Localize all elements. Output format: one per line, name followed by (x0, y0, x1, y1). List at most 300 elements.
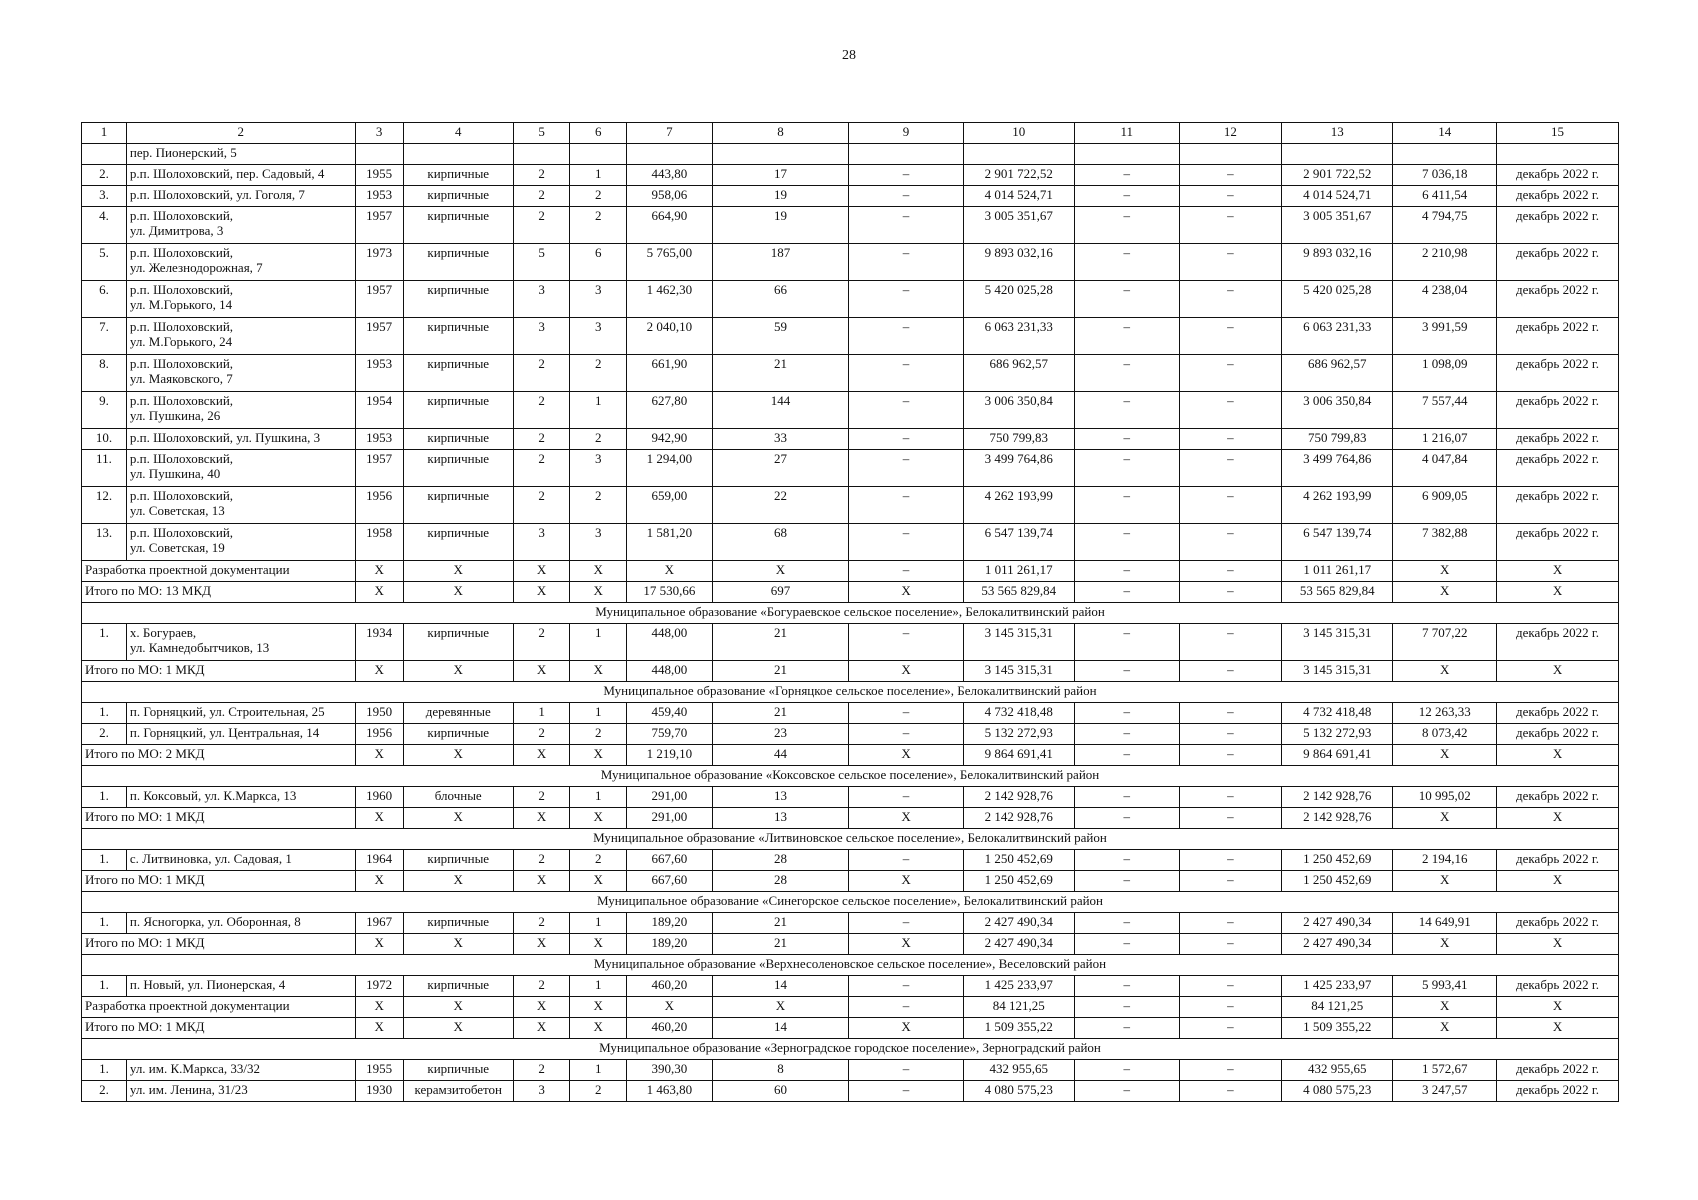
table-cell: 4 794,75 (1393, 207, 1497, 244)
summary-cell: 1 250 452,69 (963, 871, 1074, 892)
table-cell: 4 080 575,23 (963, 1081, 1074, 1102)
summary-cell: – (1074, 808, 1179, 829)
table-cell (1497, 144, 1619, 165)
table-cell: 2 210,98 (1393, 244, 1497, 281)
row-number-cell: 8. (82, 355, 127, 392)
table-cell: 2 (513, 186, 570, 207)
table-cell: декабрь 2022 г. (1497, 524, 1619, 561)
table-cell: 6 063 231,33 (963, 318, 1074, 355)
table-cell: 1955 (355, 165, 403, 186)
table-cell: 1953 (355, 429, 403, 450)
summary-cell: 53 565 829,84 (1282, 582, 1393, 603)
table-cell: 3 005 351,67 (1282, 207, 1393, 244)
summary-cell: X (627, 561, 713, 582)
summary-cell: X (403, 997, 513, 1018)
table-cell: 2 (513, 724, 570, 745)
table-cell: 2 (513, 624, 570, 661)
summary-cell: – (1074, 582, 1179, 603)
municipality-section-row (82, 1039, 1619, 1060)
table-cell: 13 (712, 787, 849, 808)
table-cell: 23 (712, 724, 849, 745)
table-cell: 1 216,07 (1393, 429, 1497, 450)
table-cell: – (1074, 244, 1179, 281)
row-number-cell: 2. (82, 1081, 127, 1102)
table-cell: 2 040,10 (627, 318, 713, 355)
table-cell: 9 893 032,16 (963, 244, 1074, 281)
summary-cell: X (513, 745, 570, 766)
summary-cell: 448,00 (627, 661, 713, 682)
table-cell: 5 765,00 (627, 244, 713, 281)
table-cell: – (1074, 624, 1179, 661)
table-cell: кирпичные (403, 850, 513, 871)
column-number-header: 14 (1393, 123, 1497, 144)
table-cell (1179, 144, 1282, 165)
summary-row (82, 871, 1619, 892)
summary-cell: 2 427 490,34 (963, 934, 1074, 955)
summary-cell: – (1074, 1018, 1179, 1039)
summary-cell: – (1074, 871, 1179, 892)
table-cell: 2 (513, 450, 570, 487)
row-number-cell: 1. (82, 1060, 127, 1081)
table-cell: 1957 (355, 281, 403, 318)
table-cell: 8 (712, 1060, 849, 1081)
summary-cell: X (849, 582, 963, 603)
summary-cell: X (570, 934, 627, 955)
table-cell: – (1179, 487, 1282, 524)
table-cell: 1 250 452,69 (963, 850, 1074, 871)
summary-row (82, 661, 1619, 682)
table-cell: деревянные (403, 703, 513, 724)
table-cell: 664,90 (627, 207, 713, 244)
summary-cell: X (712, 997, 849, 1018)
table-row (82, 703, 1619, 724)
address-cell: пер. Пионерский, 5 (126, 144, 355, 165)
table-row (82, 281, 1619, 318)
summary-cell: 21 (712, 934, 849, 955)
table-cell: – (1179, 913, 1282, 934)
row-number-cell: 10. (82, 429, 127, 450)
summary-cell: X (849, 871, 963, 892)
table-cell: кирпичные (403, 450, 513, 487)
summary-cell: X (1497, 808, 1619, 829)
table-cell: 21 (712, 355, 849, 392)
table-cell: – (1074, 850, 1179, 871)
summary-cell: 697 (712, 582, 849, 603)
address-cell: х. Богураев, ул. Камнедобытчиков, 13 (126, 624, 355, 661)
table-cell: 1 (570, 703, 627, 724)
summary-label: Итого по МО: 13 МКД (82, 582, 356, 603)
table-cell: 667,60 (627, 850, 713, 871)
table-cell: 5 420 025,28 (1282, 281, 1393, 318)
table-cell: 2 (513, 429, 570, 450)
summary-cell: X (403, 871, 513, 892)
summary-row (82, 808, 1619, 829)
table-cell: – (1179, 318, 1282, 355)
row-number-cell: 1. (82, 787, 127, 808)
table-cell: 1 572,67 (1393, 1060, 1497, 1081)
table-cell: 1930 (355, 1081, 403, 1102)
summary-cell: 2 427 490,34 (1282, 934, 1393, 955)
address-cell: р.п. Шолоховский, ул. М.Горького, 24 (126, 318, 355, 355)
table-cell: – (849, 244, 963, 281)
table-row (82, 913, 1619, 934)
summary-cell: X (712, 561, 849, 582)
table-cell: 1957 (355, 450, 403, 487)
summary-cell: 9 864 691,41 (1282, 745, 1393, 766)
table-cell: декабрь 2022 г. (1497, 429, 1619, 450)
table-row (82, 186, 1619, 207)
table-row (82, 165, 1619, 186)
table-cell: 2 (513, 355, 570, 392)
column-number-header: 4 (403, 123, 513, 144)
table-cell: – (1074, 165, 1179, 186)
summary-cell: 1 509 355,22 (963, 1018, 1074, 1039)
table-cell: 2 (570, 1081, 627, 1102)
summary-cell: X (403, 661, 513, 682)
table-cell: 3 (513, 1081, 570, 1102)
row-number-cell: 1. (82, 976, 127, 997)
table-cell: – (849, 1060, 963, 1081)
table-cell: 2 194,16 (1393, 850, 1497, 871)
row-number-cell: 1. (82, 624, 127, 661)
table-cell (570, 144, 627, 165)
table-cell: 59 (712, 318, 849, 355)
table-cell: – (1074, 281, 1179, 318)
table-cell: 4 262 193,99 (963, 487, 1074, 524)
summary-cell: – (849, 561, 963, 582)
table-row (82, 207, 1619, 244)
summary-cell: 1 011 261,17 (963, 561, 1074, 582)
summary-cell: – (1074, 997, 1179, 1018)
table-cell: – (849, 1081, 963, 1102)
municipality-section-label: Муниципальное образование «Верхнесоленовское сельское поселение», Веселовский район (82, 955, 1619, 976)
table-cell: 9 893 032,16 (1282, 244, 1393, 281)
table-cell: 2 (513, 165, 570, 186)
row-number-cell: 12. (82, 487, 127, 524)
summary-cell: – (1074, 561, 1179, 582)
table-cell: – (1074, 450, 1179, 487)
table-cell (403, 144, 513, 165)
summary-cell: X (570, 871, 627, 892)
table-cell: 432 955,65 (963, 1060, 1074, 1081)
table-cell: 2 (513, 392, 570, 429)
table-cell: 1 294,00 (627, 450, 713, 487)
table-cell: 22 (712, 487, 849, 524)
summary-cell: 13 (712, 808, 849, 829)
table-cell: – (1179, 355, 1282, 392)
table-cell: 8 073,42 (1393, 724, 1497, 745)
table-cell (963, 144, 1074, 165)
municipality-section-row (82, 682, 1619, 703)
table-cell: 6 (570, 244, 627, 281)
table-cell: декабрь 2022 г. (1497, 450, 1619, 487)
table-cell: 2 142 928,76 (1282, 787, 1393, 808)
column-number-header: 9 (849, 123, 963, 144)
table-cell: 2 (513, 976, 570, 997)
table-cell: – (849, 850, 963, 871)
summary-cell: 21 (712, 661, 849, 682)
table-cell: 1 (513, 703, 570, 724)
summary-cell: X (849, 661, 963, 682)
summary-cell: 291,00 (627, 808, 713, 829)
table-cell: 2 (570, 355, 627, 392)
summary-cell: X (403, 934, 513, 955)
summary-cell: 2 142 928,76 (963, 808, 1074, 829)
table-cell: 5 132 272,93 (963, 724, 1074, 745)
table-cell: – (1179, 429, 1282, 450)
table-cell: кирпичные (403, 281, 513, 318)
summary-cell: X (1497, 997, 1619, 1018)
table-cell: – (849, 703, 963, 724)
summary-cell: 1 219,10 (627, 745, 713, 766)
table-cell: 2 (570, 850, 627, 871)
table-cell: 1960 (355, 787, 403, 808)
summary-cell: X (1393, 561, 1497, 582)
address-cell: р.п. Шолоховский, ул. Железнодорожная, 7 (126, 244, 355, 281)
summary-cell: X (513, 808, 570, 829)
column-number-row (82, 123, 1619, 144)
column-number-header: 11 (1074, 123, 1179, 144)
table-cell: 3 (570, 281, 627, 318)
table-cell: 2 427 490,34 (963, 913, 1074, 934)
table-cell: 19 (712, 207, 849, 244)
summary-cell: 14 (712, 1018, 849, 1039)
table-cell: – (1074, 1081, 1179, 1102)
table-cell: 4 732 418,48 (1282, 703, 1393, 724)
table-cell: декабрь 2022 г. (1497, 724, 1619, 745)
summary-label: Разработка проектной документации (82, 561, 356, 582)
table-cell: – (849, 355, 963, 392)
summary-cell: X (1393, 1018, 1497, 1039)
table-row (82, 850, 1619, 871)
table-cell: – (1074, 724, 1179, 745)
table-cell: – (849, 318, 963, 355)
summary-cell: X (1393, 745, 1497, 766)
page-number: 28 (842, 48, 856, 63)
table-row (82, 318, 1619, 355)
table-cell: – (1179, 624, 1282, 661)
summary-cell: X (513, 934, 570, 955)
table-cell: декабрь 2022 г. (1497, 165, 1619, 186)
summary-cell: X (570, 808, 627, 829)
table-cell: – (1179, 850, 1282, 871)
table-cell: 4 014 524,71 (963, 186, 1074, 207)
row-number-cell: 5. (82, 244, 127, 281)
table-cell: – (1179, 186, 1282, 207)
table-cell: декабрь 2022 г. (1497, 703, 1619, 724)
address-cell: ул. им. Ленина, 31/23 (126, 1081, 355, 1102)
table-cell: кирпичные (403, 165, 513, 186)
table-cell: – (1179, 703, 1282, 724)
table-cell: – (849, 207, 963, 244)
table-cell: 1 425 233,97 (963, 976, 1074, 997)
table-cell: 68 (712, 524, 849, 561)
table-cell (712, 144, 849, 165)
summary-cell: 84 121,25 (1282, 997, 1393, 1018)
table-cell: – (849, 165, 963, 186)
table-cell: – (1179, 1081, 1282, 1102)
summary-cell: X (849, 808, 963, 829)
table-cell: – (1074, 976, 1179, 997)
table-cell: 1972 (355, 976, 403, 997)
table-cell: 1 (570, 913, 627, 934)
summary-label: Итого по МО: 1 МКД (82, 1018, 356, 1039)
table-cell: 1 463,80 (627, 1081, 713, 1102)
table-cell: 5 (513, 244, 570, 281)
table-cell: декабрь 2022 г. (1497, 1081, 1619, 1102)
municipality-section-label: Муниципальное образование «Синегорское сельское поселение», Белокалитвинский район (82, 892, 1619, 913)
address-cell: р.п. Шолоховский, ул. Гоголя, 7 (126, 186, 355, 207)
table-cell (849, 144, 963, 165)
column-number-header: 1 (82, 123, 127, 144)
column-number-header: 7 (627, 123, 713, 144)
table-row (82, 144, 1619, 165)
table-cell: – (1179, 976, 1282, 997)
table-row (82, 976, 1619, 997)
summary-cell: X (849, 1018, 963, 1039)
summary-cell: X (403, 561, 513, 582)
table-cell: 2 427 490,34 (1282, 913, 1393, 934)
municipality-section-row (82, 603, 1619, 624)
summary-cell: X (513, 582, 570, 603)
table-cell: 3 006 350,84 (963, 392, 1074, 429)
table-cell: декабрь 2022 г. (1497, 624, 1619, 661)
table-row (82, 429, 1619, 450)
summary-row (82, 745, 1619, 766)
table-cell: 2 901 722,52 (963, 165, 1074, 186)
table-cell: 187 (712, 244, 849, 281)
table-cell: 6 547 139,74 (1282, 524, 1393, 561)
column-number-header: 15 (1497, 123, 1619, 144)
summary-cell: X (355, 808, 403, 829)
table-cell: 5 132 272,93 (1282, 724, 1393, 745)
table-cell: 144 (712, 392, 849, 429)
table-cell: кирпичные (403, 186, 513, 207)
summary-cell: X (570, 745, 627, 766)
table-cell: – (1074, 355, 1179, 392)
table-cell: 448,00 (627, 624, 713, 661)
table-cell: – (849, 787, 963, 808)
municipality-section-row (82, 766, 1619, 787)
table-cell: декабрь 2022 г. (1497, 355, 1619, 392)
summary-cell: X (355, 997, 403, 1018)
table-cell (1074, 144, 1179, 165)
address-cell: р.п. Шолоховский, ул. М.Горького, 14 (126, 281, 355, 318)
table-row (82, 392, 1619, 429)
row-number-cell: 3. (82, 186, 127, 207)
table-cell: – (1074, 703, 1179, 724)
summary-cell: X (570, 661, 627, 682)
table-row (82, 724, 1619, 745)
table-cell: кирпичные (403, 355, 513, 392)
table-cell: декабрь 2022 г. (1497, 850, 1619, 871)
table-cell: 3 (570, 450, 627, 487)
table-cell: – (1179, 787, 1282, 808)
table-cell: 7 557,44 (1393, 392, 1497, 429)
address-cell: с. Литвиновка, ул. Садовая, 1 (126, 850, 355, 871)
table-cell: 3 (570, 318, 627, 355)
summary-row (82, 582, 1619, 603)
table-cell: 1957 (355, 318, 403, 355)
table-cell: 14 (712, 976, 849, 997)
summary-cell: X (403, 745, 513, 766)
summary-cell: X (403, 582, 513, 603)
table-cell: 4 080 575,23 (1282, 1081, 1393, 1102)
summary-cell: X (355, 745, 403, 766)
municipality-section-label: Муниципальное образование «Богураевское сельское поселение», Белокалитвинский район (82, 603, 1619, 624)
table-cell: 2 (570, 207, 627, 244)
column-number-header: 10 (963, 123, 1074, 144)
table-cell: – (1179, 1060, 1282, 1081)
row-number-cell: 2. (82, 724, 127, 745)
row-number-cell: 4. (82, 207, 127, 244)
table-cell: 759,70 (627, 724, 713, 745)
table-cell: – (1074, 186, 1179, 207)
table-cell: 686 962,57 (963, 355, 1074, 392)
summary-cell: X (1393, 808, 1497, 829)
column-number-header: 2 (126, 123, 355, 144)
address-cell: р.п. Шолоховский, пер. Садовый, 4 (126, 165, 355, 186)
table-cell: 3 005 351,67 (963, 207, 1074, 244)
summary-cell: – (1179, 561, 1282, 582)
table-cell: кирпичные (403, 524, 513, 561)
table-cell: 291,00 (627, 787, 713, 808)
table-cell: 1950 (355, 703, 403, 724)
address-cell: п. Ясногорка, ул. Оборонная, 8 (126, 913, 355, 934)
table-cell: 958,06 (627, 186, 713, 207)
summary-cell: 3 145 315,31 (1282, 661, 1393, 682)
table-cell: 750 799,83 (963, 429, 1074, 450)
summary-cell: 44 (712, 745, 849, 766)
summary-cell: X (1497, 745, 1619, 766)
table-cell: декабрь 2022 г. (1497, 186, 1619, 207)
table-cell: – (849, 392, 963, 429)
table-cell: 3 145 315,31 (963, 624, 1074, 661)
table-cell: декабрь 2022 г. (1497, 318, 1619, 355)
summary-row (82, 934, 1619, 955)
table-cell: 7 707,22 (1393, 624, 1497, 661)
table-cell: – (1179, 165, 1282, 186)
table-cell (355, 144, 403, 165)
table-row (82, 487, 1619, 524)
table-cell: – (1179, 281, 1282, 318)
table-cell: – (1179, 244, 1282, 281)
table-cell: 1 098,09 (1393, 355, 1497, 392)
table-cell: кирпичные (403, 244, 513, 281)
summary-cell: X (355, 1018, 403, 1039)
table-cell: – (1074, 429, 1179, 450)
table-cell: 3 (513, 318, 570, 355)
table-cell: 1956 (355, 724, 403, 745)
column-number-header: 8 (712, 123, 849, 144)
table-cell: 3 145 315,31 (1282, 624, 1393, 661)
table-cell: 1956 (355, 487, 403, 524)
row-number-cell: 11. (82, 450, 127, 487)
table-cell: 1 (570, 165, 627, 186)
summary-cell: X (849, 745, 963, 766)
summary-cell: X (355, 582, 403, 603)
table-cell: кирпичные (403, 624, 513, 661)
summary-cell: X (355, 661, 403, 682)
table-cell: кирпичные (403, 392, 513, 429)
summary-cell: 189,20 (627, 934, 713, 955)
column-number-header: 13 (1282, 123, 1393, 144)
table-cell: 661,90 (627, 355, 713, 392)
table-cell: 2 (570, 429, 627, 450)
table-cell: – (1179, 392, 1282, 429)
table-cell: 19 (712, 186, 849, 207)
column-number-header: 12 (1179, 123, 1282, 144)
